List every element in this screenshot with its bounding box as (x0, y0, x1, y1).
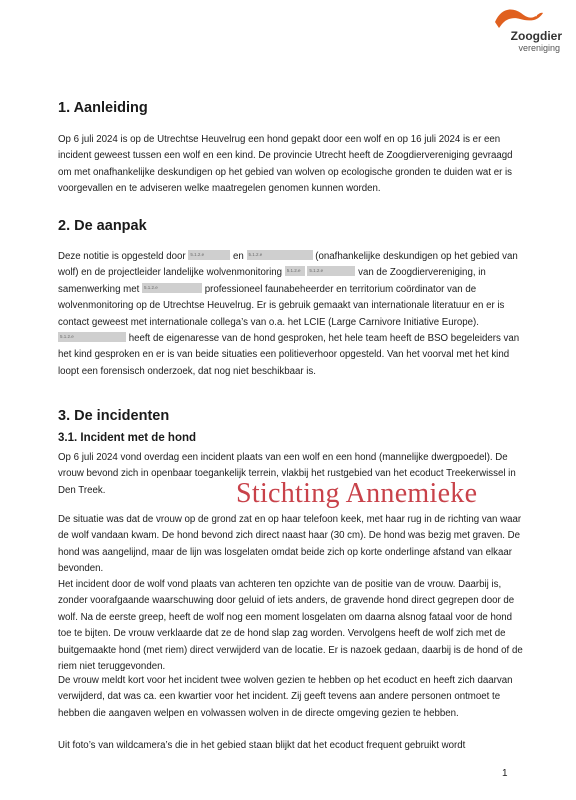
redacted-name: 5.1.2.e (142, 283, 202, 293)
redacted-name: 5.1.2.e (285, 266, 305, 276)
section-1-text: Op 6 juli 2024 is op de Utrechtse Heuvelrug een hond gepakt door een wolf en op 16 juli 2024 is er een incident geweest tussen een wolf en een kind. De provincie Utrecht heeft de Zoogdiervereniging gevraagd om met onafhankelijke deskundigen op het gebied van wolven op ecologische gronden te duiden wat er is voorgevallen en te adviseren welke maatregelen genomen kunnen worden. (58, 134, 513, 195)
watermark: Stichting Annemieke (236, 478, 478, 509)
zoogdiervereniging-logo (490, 4, 562, 56)
redacted-name: 5.1.2.e (247, 250, 313, 260)
logo-text-line2: vereniging (518, 43, 560, 53)
section-2-heading: 2. De aanpak (58, 218, 147, 234)
section-3-1-heading: 3.1. Incident met de hond (58, 432, 197, 444)
logo-text-line1: Zoogdier (510, 29, 562, 43)
incident-paragraph: Het incident door de wolf vond plaats van achteren ten opzichte van de positie van de vrouw. Daarbij is, zonder voorafgaande waarschuwing door geluid of iets anders, de gravende hond direct gegrepen door de wolf. Na de eerste greep, heeft de wolf nog een moment losgelaten om daarna alsnog fataal voor de hond toe te bijten. De vrouw verklaarde dat ze de hond slap zag worden. Vervolgens heeft de wolf zich met de buitgemaakte hond (met riem) direct verwijderd van de locatie. Er is nazoek gedaan, daarbij is de hond of de riem niet teruggevonden. (58, 579, 523, 673)
section-1-heading: 1. Aanleiding (58, 100, 148, 116)
incident-paragraph: De situatie was dat de vrouw op de grond zat en op haar telefoon keek, met haar rug in de richting van waar de wolf vandaan kwam. De hond bevond zich direct naast haar (30 cm). De hond was bezig met graven. De hond was aangelijnd, maar de lijn was losgelaten omdat beide zich op korte onderlinge afstand van elkaar bevonden. (58, 514, 522, 575)
incident-paragraph: Uit foto’s van wildcamera’s die in het gebied staan blijkt dat het ecoduct frequent gebruikt wordt (58, 740, 466, 751)
redacted-name: 5.1.2.e (58, 332, 126, 342)
section-3-heading: 3. De incidenten (58, 408, 170, 424)
page-number: 1 (502, 768, 508, 779)
section-2-text-part: Deze notitie is opgesteld door (58, 251, 186, 262)
section-2-text-part: van de Zoogdiervereniging, in samenwerking met (58, 267, 486, 295)
section-2-text-part: professioneel faunabeheerder en territorium coördinator van de wolvenmonitoring op de Utrechtse Heuvelrug. Er is gebruik gemaakt van internationale literatuur en er is contact geweest met internationale collega’s van o.a. het LCIE (Large Carnivore Initiative Europe). (58, 283, 505, 328)
section-2-text-part: (onafhankelijke deskundigen op het gebied van wolf) en de projectleider landelijke wolvenmonitoring (58, 251, 518, 279)
section-2-text (58, 249, 528, 380)
section-2-text-part: heeft de eigenaresse van de hond gesproken, het hele team heeft de BSO begeleiders van het kind gesproken en er is van beide situaties een politieverhoor opgesteld. Van het voorval met het kind loopt een forensisch onderzoek, dat nog niet beschikbaar is. (58, 333, 520, 377)
incident-paragraph: De vrouw meldt kort voor het incident twee wolven gezien te hebben op het ecoduct en heeft zich daarvan verwijderd, dat was ca. een kwartier voor het incident. Zij geeft tevens aan andere personen ontmoet te hebben die aangaven welpen en volwassen wolven in de directe omgeving gezien te hebben. (58, 675, 513, 719)
redacted-name: 5.1.2.e (307, 266, 355, 276)
incident-paragraph: Op 6 juli 2024 vond overdag een incident plaats van een wolf en een hond (mannelijke dwergpoedel). De vrouw bevond zich in openbaar toegankelijk terrein, vlakbij het rustgebied van het ecoduct Treekerwissel in Den Treek. (58, 452, 516, 496)
section-2-text-part: en (233, 251, 244, 262)
redacted-name: 5.1.2.e (188, 250, 230, 260)
otter-logo-icon (492, 4, 544, 30)
